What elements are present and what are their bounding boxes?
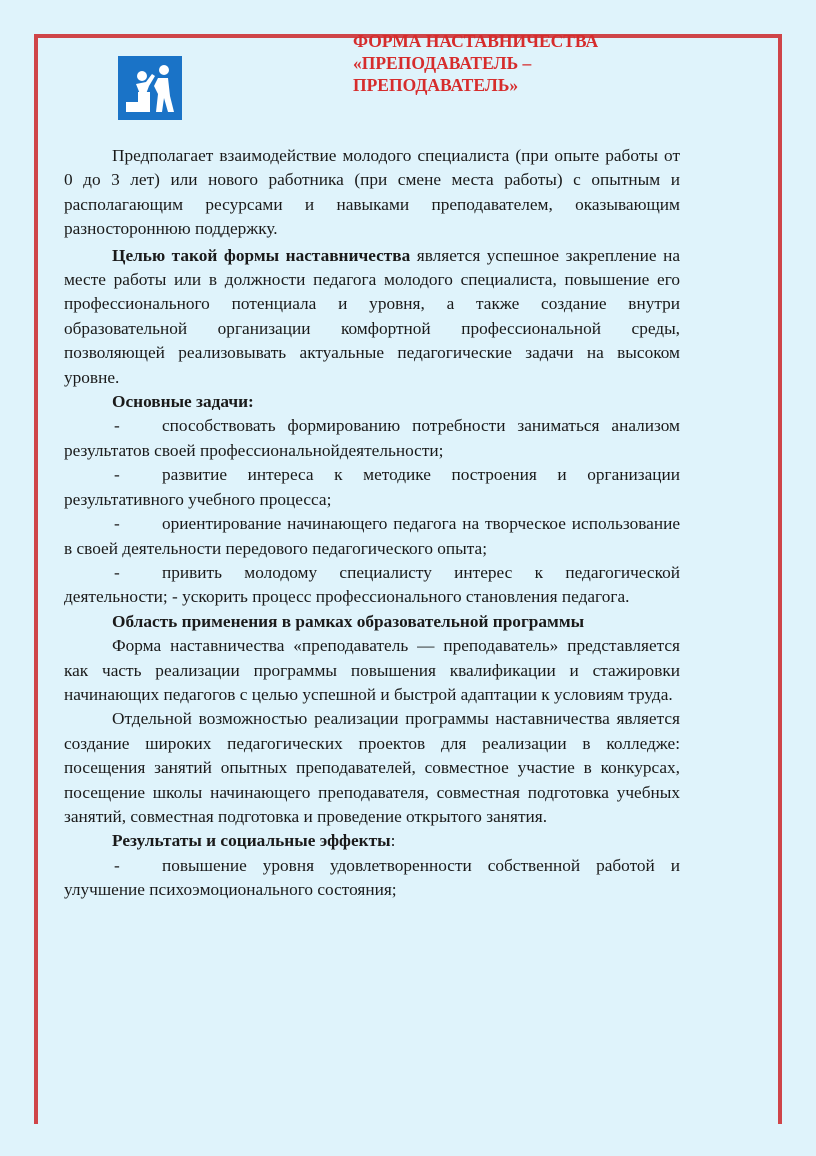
task-item <box>64 512 680 561</box>
task-text: способствовать формированию потребности заниматься анализом результатов своей профессиональнойдеятельности; <box>64 416 680 460</box>
results-heading-text: Результаты и социальные эффекты <box>112 831 391 851</box>
goal-bold-lead: Целью такой формы наставничества <box>112 245 411 265</box>
task-text: привить молодому специалисту интерес к педагогической деятельности; - ускорить процесс профессионального становления педагога. <box>64 562 680 607</box>
page-frame-right <box>778 34 782 1124</box>
results-heading-colon: : <box>390 831 396 851</box>
title-line-1: ФОРМА НАСТАВНИЧЕСТВА <box>353 31 599 51</box>
goal-paragraph <box>64 244 680 390</box>
task-item <box>64 414 680 463</box>
intro-paragraph: Предполагает взаимодействие молодого специалиста (при опыте работы от 0 до 3 лет) или нового работника (при смене места работы) с опытным и располагающим ресурсами и навыками преподавателем, оказывающим разностороннюю поддержку. <box>64 146 680 239</box>
results-heading <box>64 829 680 853</box>
dash-marker: - <box>114 416 120 436</box>
dash-marker: - <box>114 514 120 534</box>
dash-marker: - <box>114 465 120 485</box>
task-item <box>64 463 680 512</box>
document-body <box>64 144 680 903</box>
mentoring-climb-icon <box>118 56 182 120</box>
document-title <box>353 30 733 96</box>
dash-marker: - <box>114 855 120 875</box>
dash-marker: - <box>114 562 120 582</box>
goal-text: является успешное закрепление на месте работы или в должности педагога молодого специалиста, повышение его профессионального потенциала и уровня, а также создание внутри образовательной организации комфортной профессиональной среды, позволяющей реализовывать актуальные педагогические задачи на высоком уровне. <box>64 245 680 387</box>
scope-paragraph-2: Отдельной возможностью реализации программы наставничества является создание широких педагогических проектов для реализации в колледже: посещения занятий опытных преподавателей, совместное участие в конкурсах, посещение школы начинающего преподавателя, совместная подготовка учебных занятий, совместная подготовка и проведение открытого занятия. <box>64 709 680 826</box>
page-frame-left <box>34 34 38 1124</box>
title-line-3: ПРЕПОДАВАТЕЛЬ» <box>353 75 519 95</box>
task-text: ориентирование начинающего педагога на творческое использование в своей деятельности передового педагогического опыта; <box>64 514 680 558</box>
task-text: развитие интереса к методике построения и организации результативного учебного процесса; <box>64 465 680 509</box>
result-text: повышение уровня удовлетворенности собственной работой и улучшение психоэмоционального состояния; <box>64 855 680 900</box>
tasks-heading: Основные задачи: <box>112 392 254 412</box>
title-line-2: «ПРЕПОДАВАТЕЛЬ – <box>353 53 532 73</box>
scope-paragraph-1: Форма наставничества «преподаватель — преподаватель» представляется как часть реализации программы повышения квалификации и стажировки начинающих педагогов с целью успешной и быстрой адаптации к условиям труда. <box>64 636 680 704</box>
result-item <box>64 854 680 903</box>
task-item <box>64 561 680 610</box>
scope-heading: Область применения в рамках образовательной программы <box>112 611 585 631</box>
